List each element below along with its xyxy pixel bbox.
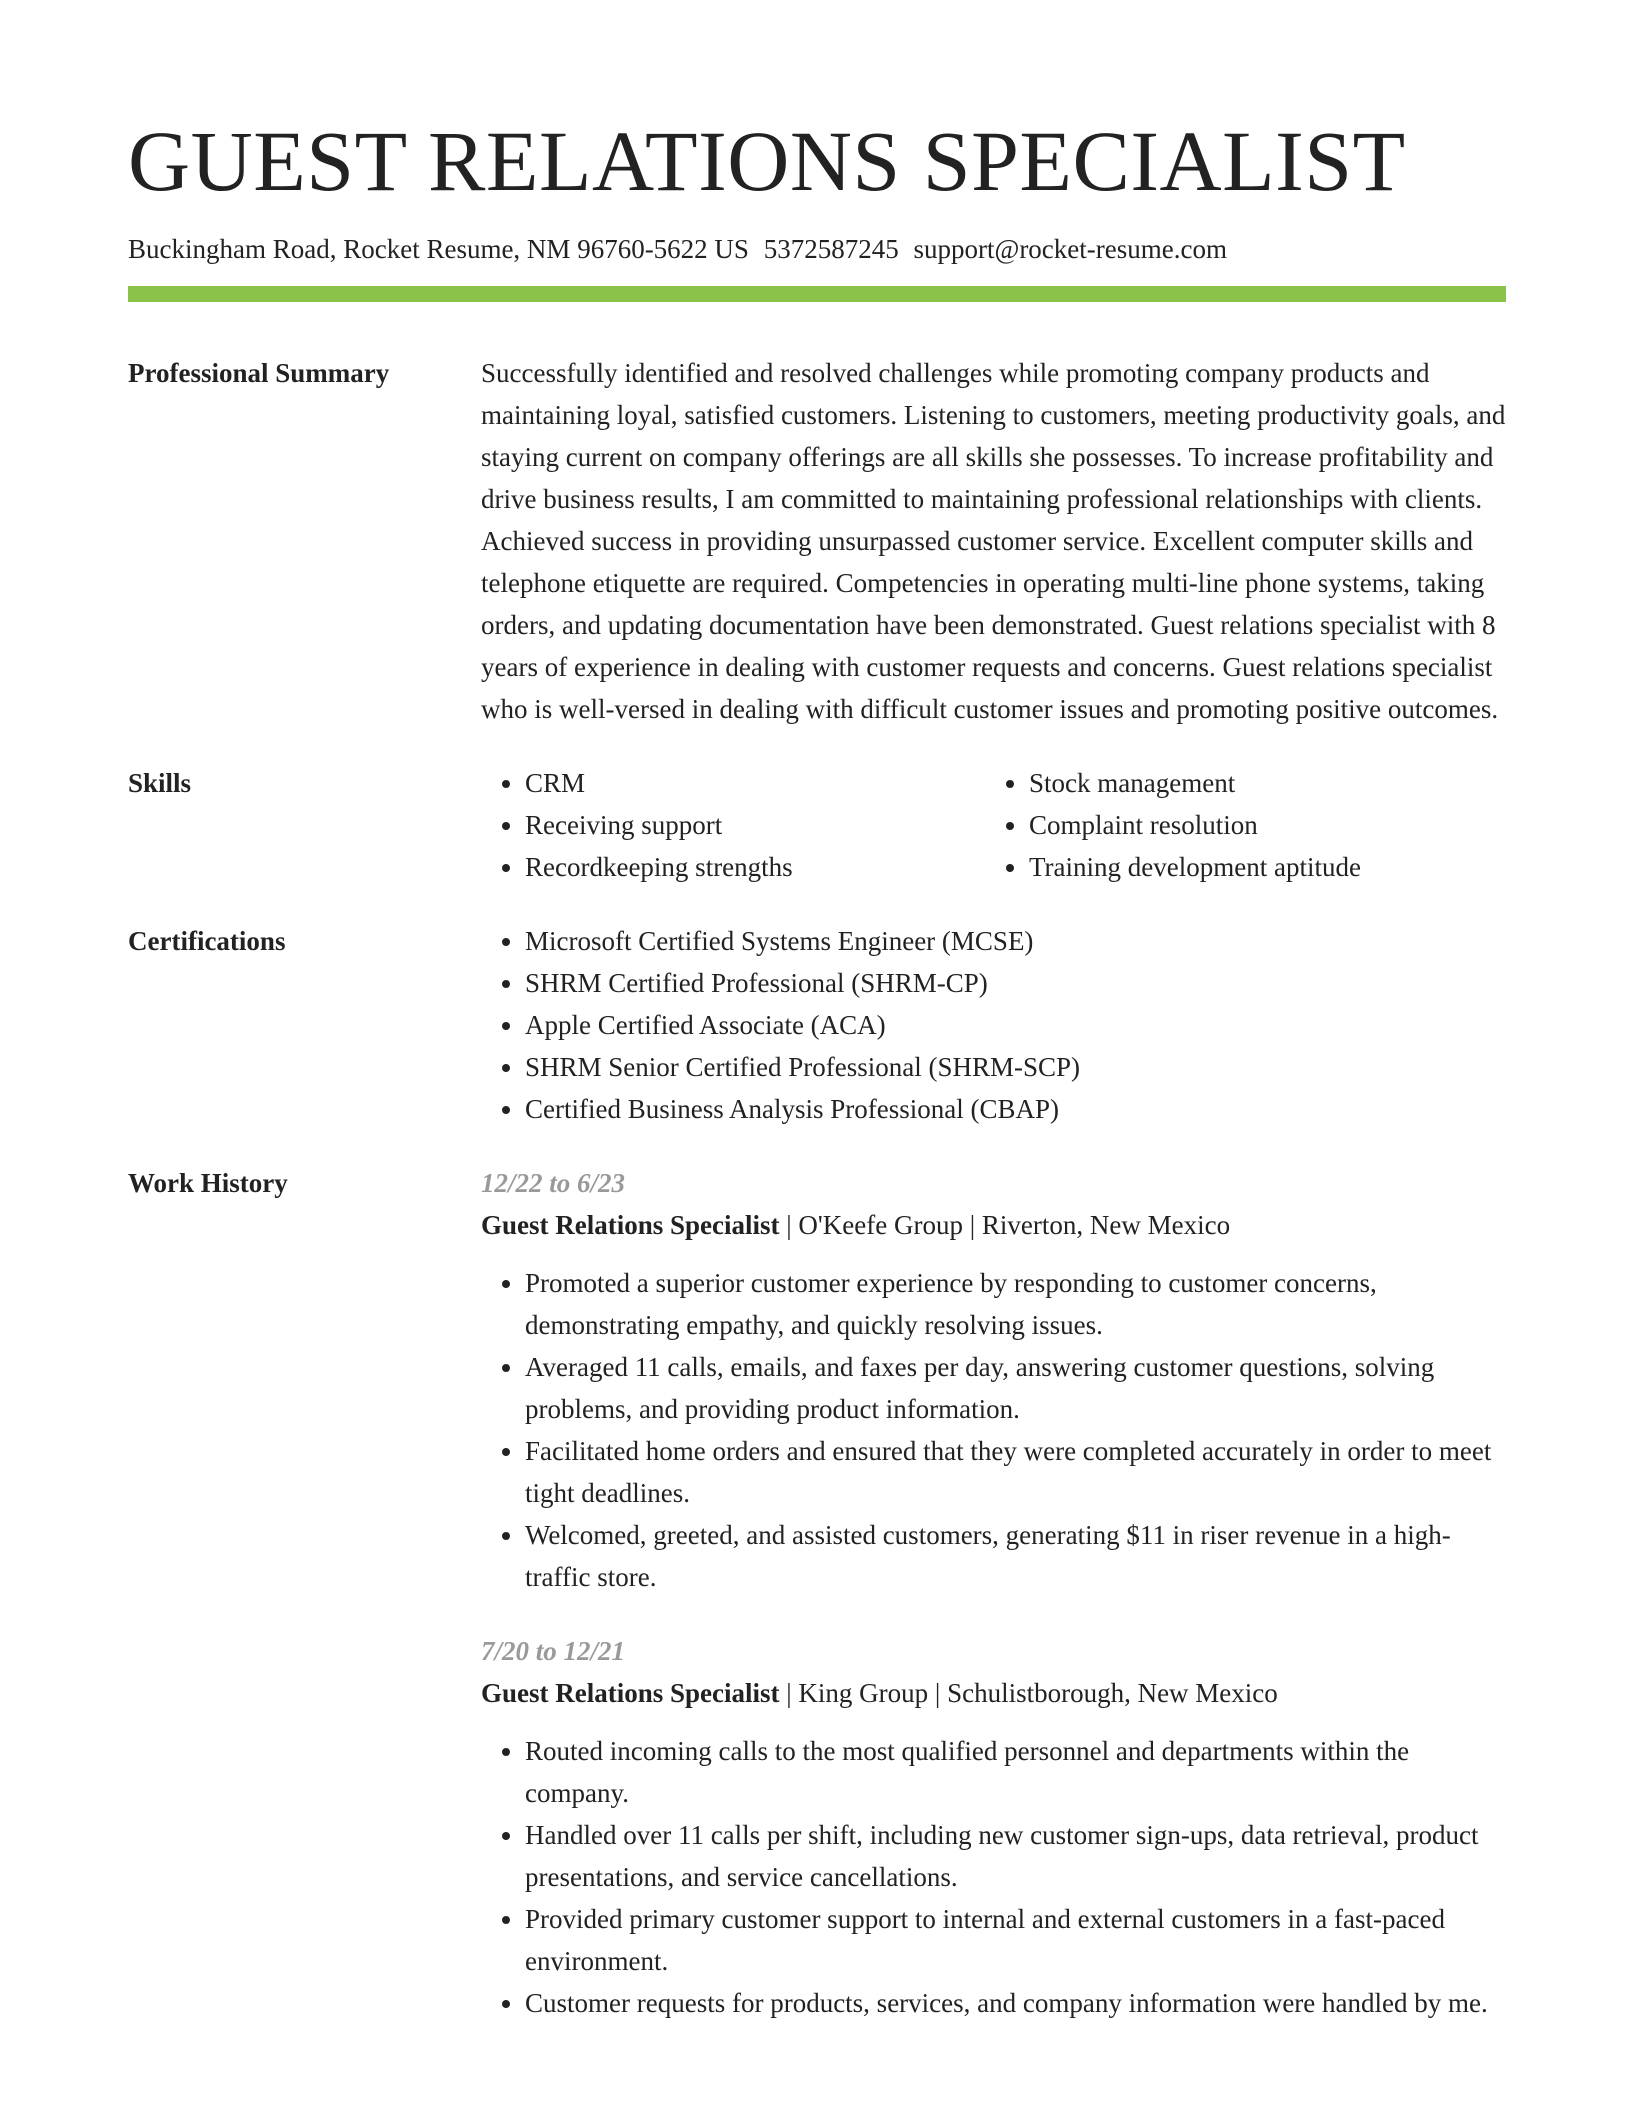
work-history-section	[128, 1162, 1506, 2024]
job-bullet: • Provided primary customer support to internal and external customers in a fast-paced environment.	[525, 1898, 1506, 1982]
job-bullet: • Routed incoming calls to the most qualified personnel and departments within the company.	[525, 1730, 1506, 1814]
job-entry	[481, 1162, 1506, 1598]
certifications-heading: Certifications	[128, 926, 286, 956]
job-dates: 12/22 to 6/23	[481, 1168, 626, 1198]
job-bullet: • Welcomed, greeted, and assisted customers, generating $11 in riser revenue in a high-traffic store.	[525, 1514, 1506, 1598]
job-bullets	[481, 1730, 1506, 2024]
contact-line	[128, 232, 1506, 266]
contact-phone: 5372587245	[763, 234, 899, 264]
resume-name: GUEST RELATIONS SPECIALIST	[128, 113, 1406, 209]
skill-item: • CRM	[525, 762, 985, 804]
certifications-section	[128, 920, 1506, 1130]
certifications-body	[481, 920, 1506, 1130]
skill-item: • Receiving support	[525, 804, 985, 846]
certification-item: • SHRM Senior Certified Professional (SHRM-SCP)	[525, 1046, 1506, 1088]
job-bullet: • Handled over 11 calls per shift, including new customer sign-ups, data retrieval, product presentations, and service cancellations.	[525, 1814, 1506, 1898]
job-title: Guest Relations Specialist	[481, 1678, 780, 1708]
job-details: | O'Keefe Group | Riverton, New Mexico	[779, 1210, 1231, 1240]
certification-item: • Certified Business Analysis Professional (CBAP)	[525, 1088, 1506, 1130]
header-divider	[128, 286, 1506, 302]
skill-item: • Training development aptitude	[1029, 846, 1529, 888]
work-history-heading: Work History	[128, 1168, 288, 1198]
summary-section	[128, 352, 1506, 730]
skills-section	[128, 762, 1506, 888]
job-entry	[481, 1630, 1506, 2024]
job-bullets	[481, 1262, 1506, 1598]
summary-text: Successfully identified and resolved challenges while promoting company products and maintaining loyal, satisfied customers. Listening to customers, meeting productivity goals, and staying current on company offerings are all skills she possesses. To increase profitability and drive business results, I am committed to maintaining professional relationships with clients. Achieved success in providing unsurpassed customer service. Excellent computer skills and telephone etiquette are required. Competencies in operating multi-line phone systems, taking orders, and updating documentation have been demonstrated. Guest relations specialist with 8 years of experience in dealing with customer requests and concerns. Guest relations specialist who is well-versed in dealing with difficult customer issues and promoting positive outcomes.	[481, 358, 1506, 724]
summary-heading: Professional Summary	[128, 358, 390, 388]
contact-email: support@rocket-resume.com	[913, 234, 1227, 264]
job-details: | King Group | Schulistborough, New Mexico	[779, 1678, 1278, 1708]
skill-item: • Complaint resolution	[1029, 804, 1529, 846]
job-dates: 7/20 to 12/21	[481, 1636, 626, 1666]
certification-item: • Microsoft Certified Systems Engineer (MCSE)	[525, 920, 1506, 962]
skills-grid	[481, 762, 1529, 888]
job-bullet: • Facilitated home orders and ensured that they were completed accurately in order to meet tight deadlines.	[525, 1430, 1506, 1514]
job-title: Guest Relations Specialist	[481, 1210, 780, 1240]
skill-item: • Recordkeeping strengths	[525, 846, 985, 888]
resume-page	[128, 113, 1506, 2024]
work-history-body	[481, 1162, 1506, 2024]
job-header	[481, 1672, 1506, 1714]
skills-list-right	[985, 762, 1529, 888]
skills-list-left	[481, 762, 985, 888]
skills-heading: Skills	[128, 768, 192, 798]
certification-item: • SHRM Certified Professional (SHRM-CP)	[525, 962, 1506, 1004]
job-header	[481, 1204, 1506, 1246]
contact-address: Buckingham Road, Rocket Resume, NM 96760-5622 US	[128, 234, 749, 264]
job-bullet: • Customer requests for products, services, and company information were handled by me.	[525, 1982, 1506, 2024]
certifications-list	[481, 920, 1506, 1130]
job-bullet: • Promoted a superior customer experience by responding to customer concerns, demonstrating empathy, and quickly resolving issues.	[525, 1262, 1506, 1346]
skill-item: • Stock management	[1029, 762, 1529, 804]
certification-item: • Apple Certified Associate (ACA)	[525, 1004, 1506, 1046]
job-bullet: • Averaged 11 calls, emails, and faxes per day, answering customer questions, solving problems, and providing product information.	[525, 1346, 1506, 1430]
